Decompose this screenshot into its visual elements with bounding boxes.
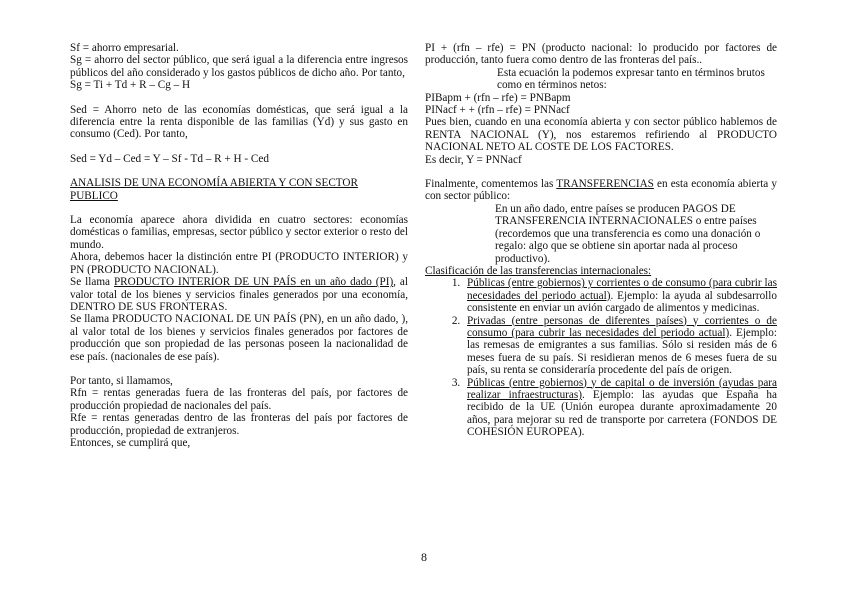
pib-equation: PIBapm + (rfn – rfe) = PNBapm xyxy=(425,91,571,104)
list-item: 2. Privadas (entre personas de diferentes países) y corrientes o de consumo (para cubrir las necesidades del periodo actual). Ejemplo: las remesas de emigrantes a sus familias. Sólo si residen más de 6 meses fuera de su país. Si residieran menos de 6 meses fuera de su país, su renta se consideraría procedente del país de origen. xyxy=(463,315,777,377)
left-column xyxy=(70,42,408,449)
pin-equation: PINacf + + (rfn – rfe) = PNNacf xyxy=(425,104,570,117)
pn-equation: PI + (rfn – rfe) = PN (producto nacional: lo producido por factores de producción, tanto fuera como dentro de las fronteras del país.. xyxy=(425,42,777,67)
sg-definition: Sg = ahorro del sector público, que será igual a la diferencia entre ingresos públicos del año considerado y los gastos públicos de dicho año. Por tanto, xyxy=(70,54,408,79)
sed-definition: Sed = Ahorro neto de las economías domésticas, que será igual a la diferencia entre la renta disponible de las familias (Yd) y sus gasto en consumo (Ced). Por tanto, xyxy=(70,103,408,141)
renta-nacional-paragraph: Pues bien, cuando en una economía abierta y con sector público hablemos de RENTA NACIONAL (Y), nos estaremos refiriendo al PRODUCTO NACIONAL NETO AL COSTE DE LOS FACTORES. xyxy=(425,116,777,154)
sed-equation: Sed = Yd – Ced = Y – Sf - Td – R + H - Ced xyxy=(70,152,269,165)
equation-note: Esta ecuación la podemos expresar tanto en términos brutos como en términos netos: xyxy=(497,66,765,92)
list-item: 3. Públicas (entre gobiernos) y de capital o de inversión (ayudas para realizar infraestructuras). Ejemplo: las ayudas que España ha recibido de la UE (Unión europea durante aproximadamente 20 años, para mejorar su red de transporte por carretera (FONDOS DE COHESIÓN EUROPEA). xyxy=(463,377,777,439)
intro-paragraph: La economía aparece ahora dividida en cuatro sectores: economías domésticas o familias, empresas, sector público y sector exterior o resto del mundo. xyxy=(70,214,408,251)
por-tanto: Por tanto, si llamamos, xyxy=(70,374,173,387)
entonces: Entonces, se cumplirá que, xyxy=(70,436,191,449)
transfer-list xyxy=(425,277,777,438)
rfe-definition: Rfe = rentas generadas dentro de las fronteras del país por factores de producción, propiedad de extranjeros. xyxy=(70,412,408,437)
transferencias-intro: Finalmente, comentemos las TRANSFERENCIAS en esta economía abierta y con sector público: xyxy=(425,178,777,203)
rfn-definition: Rfn = rentas generadas fuera de las fronteras del país, por factores de producción propiedad de nacionales del país. xyxy=(70,387,408,412)
transferencias-definition: En un año dado, entre países se producen PAGOS DE TRANSFERENCIA INTERNACIONALES o entre países (recordemos que una transferencia es como una donación o regalo: algo que se obtiene sin aportar nada al proceso productivo). xyxy=(495,202,761,265)
section-heading: ANALISIS DE UNA ECONOMÍA ABIERTA Y CON SECTOR PUBLICO xyxy=(70,177,358,202)
es-decir: Es decir, Y = PNNacf xyxy=(425,153,522,166)
right-column xyxy=(425,42,777,439)
pn-definition: Se llama PRODUCTO NACIONAL DE UN PAÍS (PN), en un año dado, ), al valor total de los bienes y servicios finales generados por factores de producción que son propiedad de las personas poseen la nacionalidad de ese país. (nacionales de ese país). xyxy=(70,313,408,363)
clasificacion-heading: Clasificación de las transferencias internacionales: xyxy=(425,264,652,277)
list-item: 1. Públicas (entre gobiernos) y corrientes o de consumo (para cubrir las necesidades del periodo actual). Ejemplo: la ayuda al subdesarrollo consistente en enviar un avión cargado de alimentos y medicinas. xyxy=(463,277,777,314)
sg-equation: Sg = Ti + Td + R – Cg – H xyxy=(70,79,191,92)
sf-definition: Sf = ahorro empresarial. xyxy=(70,42,179,54)
distinction-paragraph: Ahora, debemos hacer la distinción entre PI (PRODUCTO INTERIOR) y PN (PRODUCTO NACIONAL). xyxy=(70,251,408,276)
pi-definition: Se llama PRODUCTO INTERIOR DE UN PAÍS en un año dado (PI), al valor total de los bienes y servicios finales generados por una economía, DENTRO DE SUS FRONTERAS. xyxy=(70,276,408,313)
page-number: 8 xyxy=(421,550,427,564)
